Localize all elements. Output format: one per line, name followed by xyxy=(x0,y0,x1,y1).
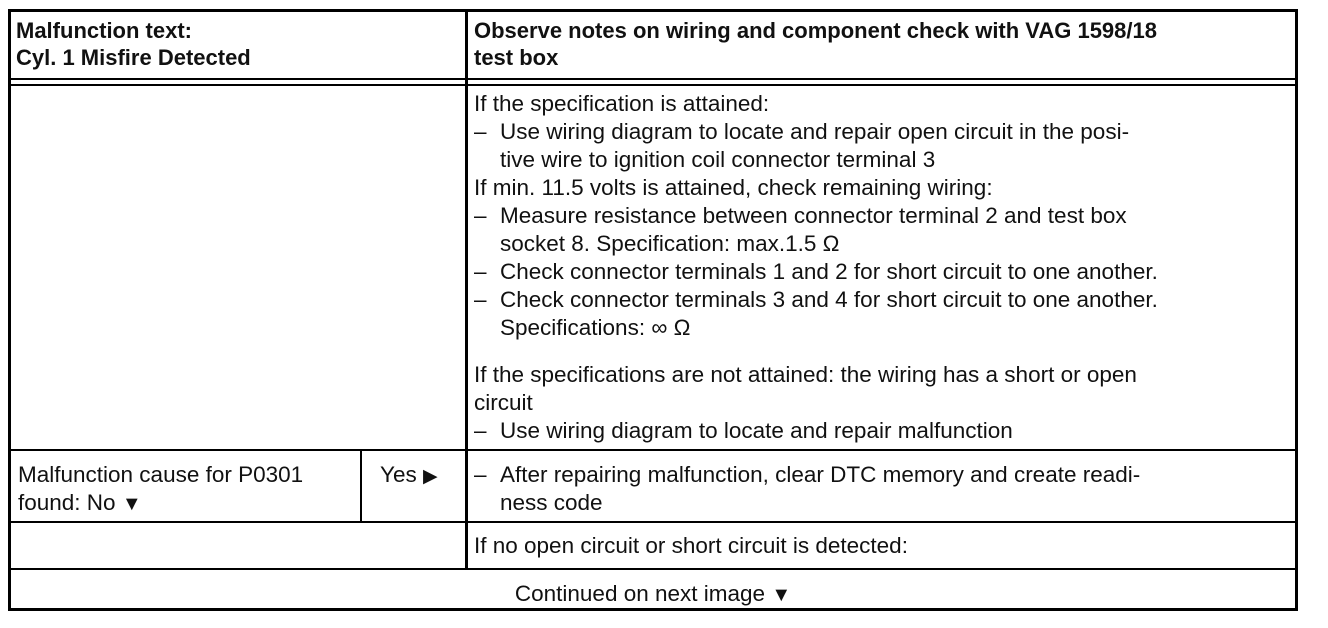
dash: – xyxy=(474,418,487,443)
dash: – xyxy=(474,119,487,144)
item3-text: Check connector terminals 1 and 2 for short circuit to one another. xyxy=(500,259,1158,284)
min-volts-text: If min. 11.5 volts is attained, check remaining wiring: xyxy=(474,175,993,200)
down-arrow-icon: ▼ xyxy=(771,584,792,606)
action-text: After repairing malfunction, clear DTC memory and create readi- xyxy=(500,462,1141,487)
item1-text-cont: tive wire to ignition coil connector terminal 3 xyxy=(500,147,936,172)
header-observe-notes-cont: test box xyxy=(474,45,559,70)
continued-footer xyxy=(0,580,1306,609)
header-malfunction-text: Cyl. 1 Misfire Detected xyxy=(16,45,251,70)
yes-cell-divider xyxy=(360,450,362,522)
item2-text-cont: socket 8. Specification: max.1.5 Ω xyxy=(500,231,840,256)
item2-text: Measure resistance between connector terminal 2 and test box xyxy=(500,203,1127,228)
dash: – xyxy=(474,259,487,284)
dash: – xyxy=(474,462,487,487)
yes-cell xyxy=(380,461,438,491)
row-divider-3 xyxy=(8,568,1298,570)
item4-text: Check connector terminals 3 and 4 for short circuit to one another. xyxy=(500,287,1158,312)
cause-question: Malfunction cause for P0301 xyxy=(18,462,304,487)
item4-text-cont: Specifications: ∞ Ω xyxy=(500,315,691,340)
continued-label: Continued on next image xyxy=(514,581,766,606)
column-divider xyxy=(465,9,468,569)
no-fault-text: If no open circuit or short circuit is detected: xyxy=(474,533,908,558)
cause-question-cont xyxy=(18,489,142,518)
dash: – xyxy=(474,287,487,312)
item5-text: Use wiring diagram to locate and repair malfunction xyxy=(500,418,1013,443)
header-observe-notes: Observe notes on wiring and component check with VAG 1598/18 xyxy=(474,18,1157,43)
cause-no-label: found: No xyxy=(18,490,116,515)
item1-text: Use wiring diagram to locate and repair open circuit in the posi- xyxy=(500,119,1130,144)
header-malfunction-label: Malfunction text: xyxy=(16,18,192,43)
not-attained-text-cont: circuit xyxy=(474,390,533,415)
not-attained-text: If the specifications are not attained: the wiring has a short or open xyxy=(474,362,1137,387)
header-divider xyxy=(8,78,1298,80)
action-text-cont: ness code xyxy=(500,490,603,515)
right-arrow-icon: ▶ xyxy=(422,466,438,487)
intro-text: If the specification is attained: xyxy=(474,91,770,116)
yes-label: Yes xyxy=(380,462,417,487)
header-divider-double xyxy=(8,84,1298,86)
border-top xyxy=(8,9,1298,12)
dash: – xyxy=(474,203,487,228)
down-arrow-icon: ▼ xyxy=(121,493,142,515)
row-divider-1 xyxy=(8,449,1298,451)
row-divider-2 xyxy=(8,521,1298,523)
